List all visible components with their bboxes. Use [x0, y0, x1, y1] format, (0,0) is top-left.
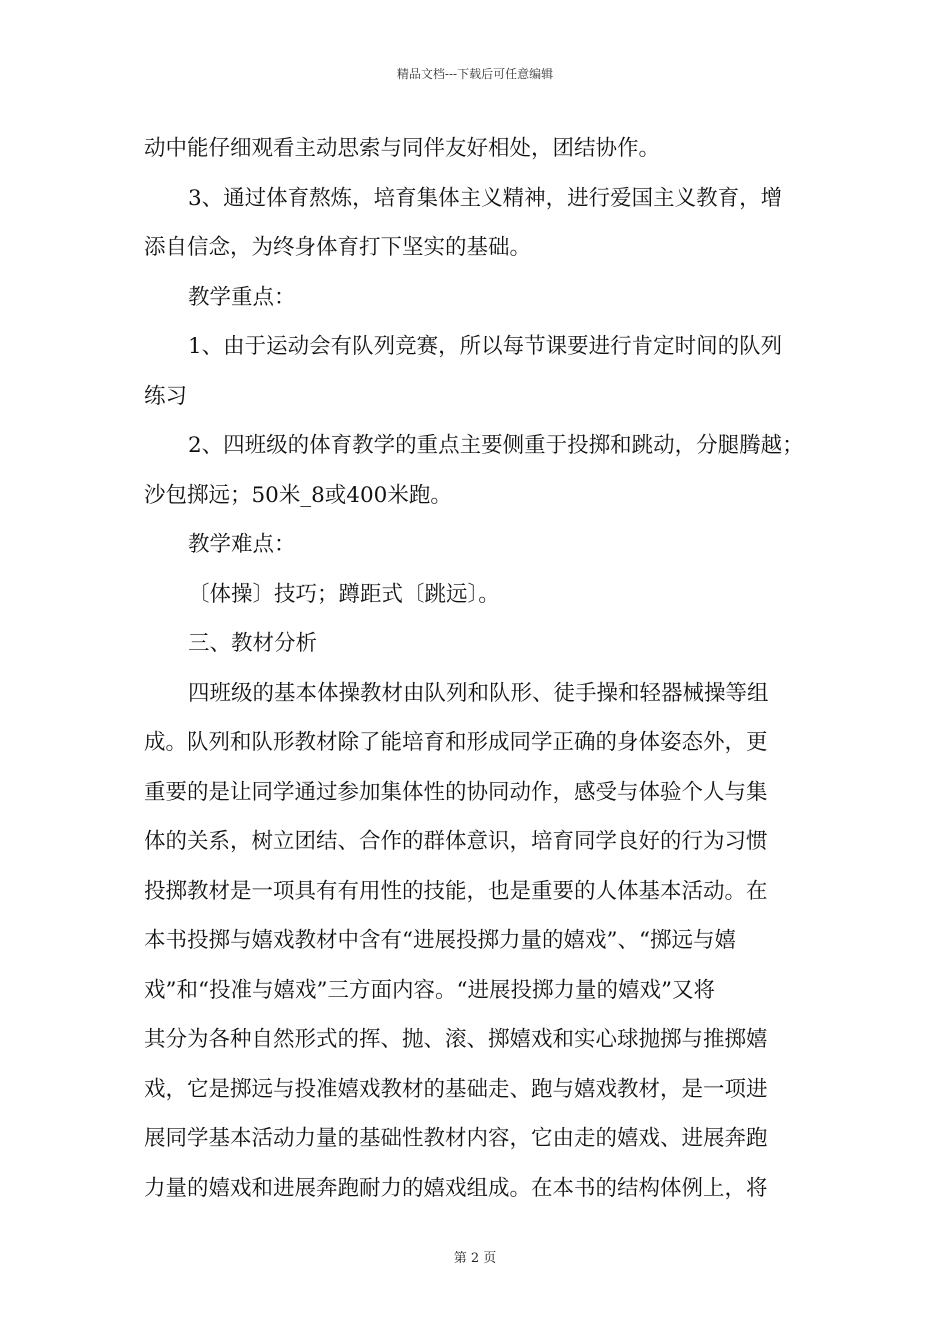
text-line: 力量的嬉戏和进展奔跑耐力的嬉戏组成。在本书的结构体例上，将 — [144, 1175, 768, 1201]
text-line: 成。队列和队形教材除了能培育和形成同学正确的身体姿态外，更 — [144, 730, 768, 755]
text-line: 本书投掷与嬉戏教材中含有“进展投掷力量的嬉戏”、“掷远与嬉 — [144, 928, 736, 953]
text-line: 动中能仔细观看主动思索与同伴友好相处，团结协作。 — [144, 136, 661, 161]
text-line: 投掷教材是一项具有有用性的技能，也是重要的人体基本活动。在 — [144, 878, 768, 904]
document-body — [144, 124, 810, 1213]
text-line: 戏”和“投准与嬉戏”三方面内容。“进展投掷力量的嬉戏”又将 — [144, 977, 715, 1003]
text-line: 体的关系，树立团结、合作的群体意识，培育同学良好的行为习惯 — [144, 829, 768, 854]
paragraph-line: 3、通过体育熬炼，培育集体主义精神，进行爱国主义教育，增 — [188, 185, 783, 211]
paragraph-line: 四班级的基本体操教材由队列和队形、徒手操和轻器械操等组 — [188, 680, 769, 706]
text-line: 戏，它是掷远与投准嬉戏教材的基础走、跑与嬉戏教材，是一项进 — [144, 1076, 768, 1102]
paragraph-line: 〔体操〕技巧；蹲距式〔跳远〕。 — [188, 581, 500, 607]
text-line: 练习 — [144, 383, 188, 409]
section-heading: 三、教材分析 — [188, 631, 318, 656]
text-line: 重要的是让同学通过参加集体性的协同动作，感受与体验个人与集 — [144, 779, 768, 805]
text-line: 展同学基本活动力量的基础性教材内容，它由走的嬉戏、进展奔跑 — [144, 1126, 768, 1151]
section-heading: 教学难点： — [188, 532, 296, 557]
section-heading: 教学重点： — [188, 284, 296, 310]
text-line: 添自信念，为终身体育打下坚实的基础。 — [144, 235, 532, 260]
page-header: 精品文档---下载后可任意编辑 — [396, 67, 554, 81]
text-line: 其分为各种自然形式的挥、抛、滚、掷嬉戏和实心球抛掷与推掷嬉 — [144, 1027, 768, 1052]
paragraph-line: 2、四班级的体育教学的重点主要侧重于投掷和跳动，分腿腾越； — [188, 433, 804, 458]
text-line: 沙包掷远；50米_8或400米跑。 — [144, 482, 452, 508]
page-number: 第 2 页 — [453, 1251, 497, 1266]
paragraph-line: 1、由于运动会有队列竞赛，所以每节课要进行肯定时间的队列 — [188, 334, 783, 359]
